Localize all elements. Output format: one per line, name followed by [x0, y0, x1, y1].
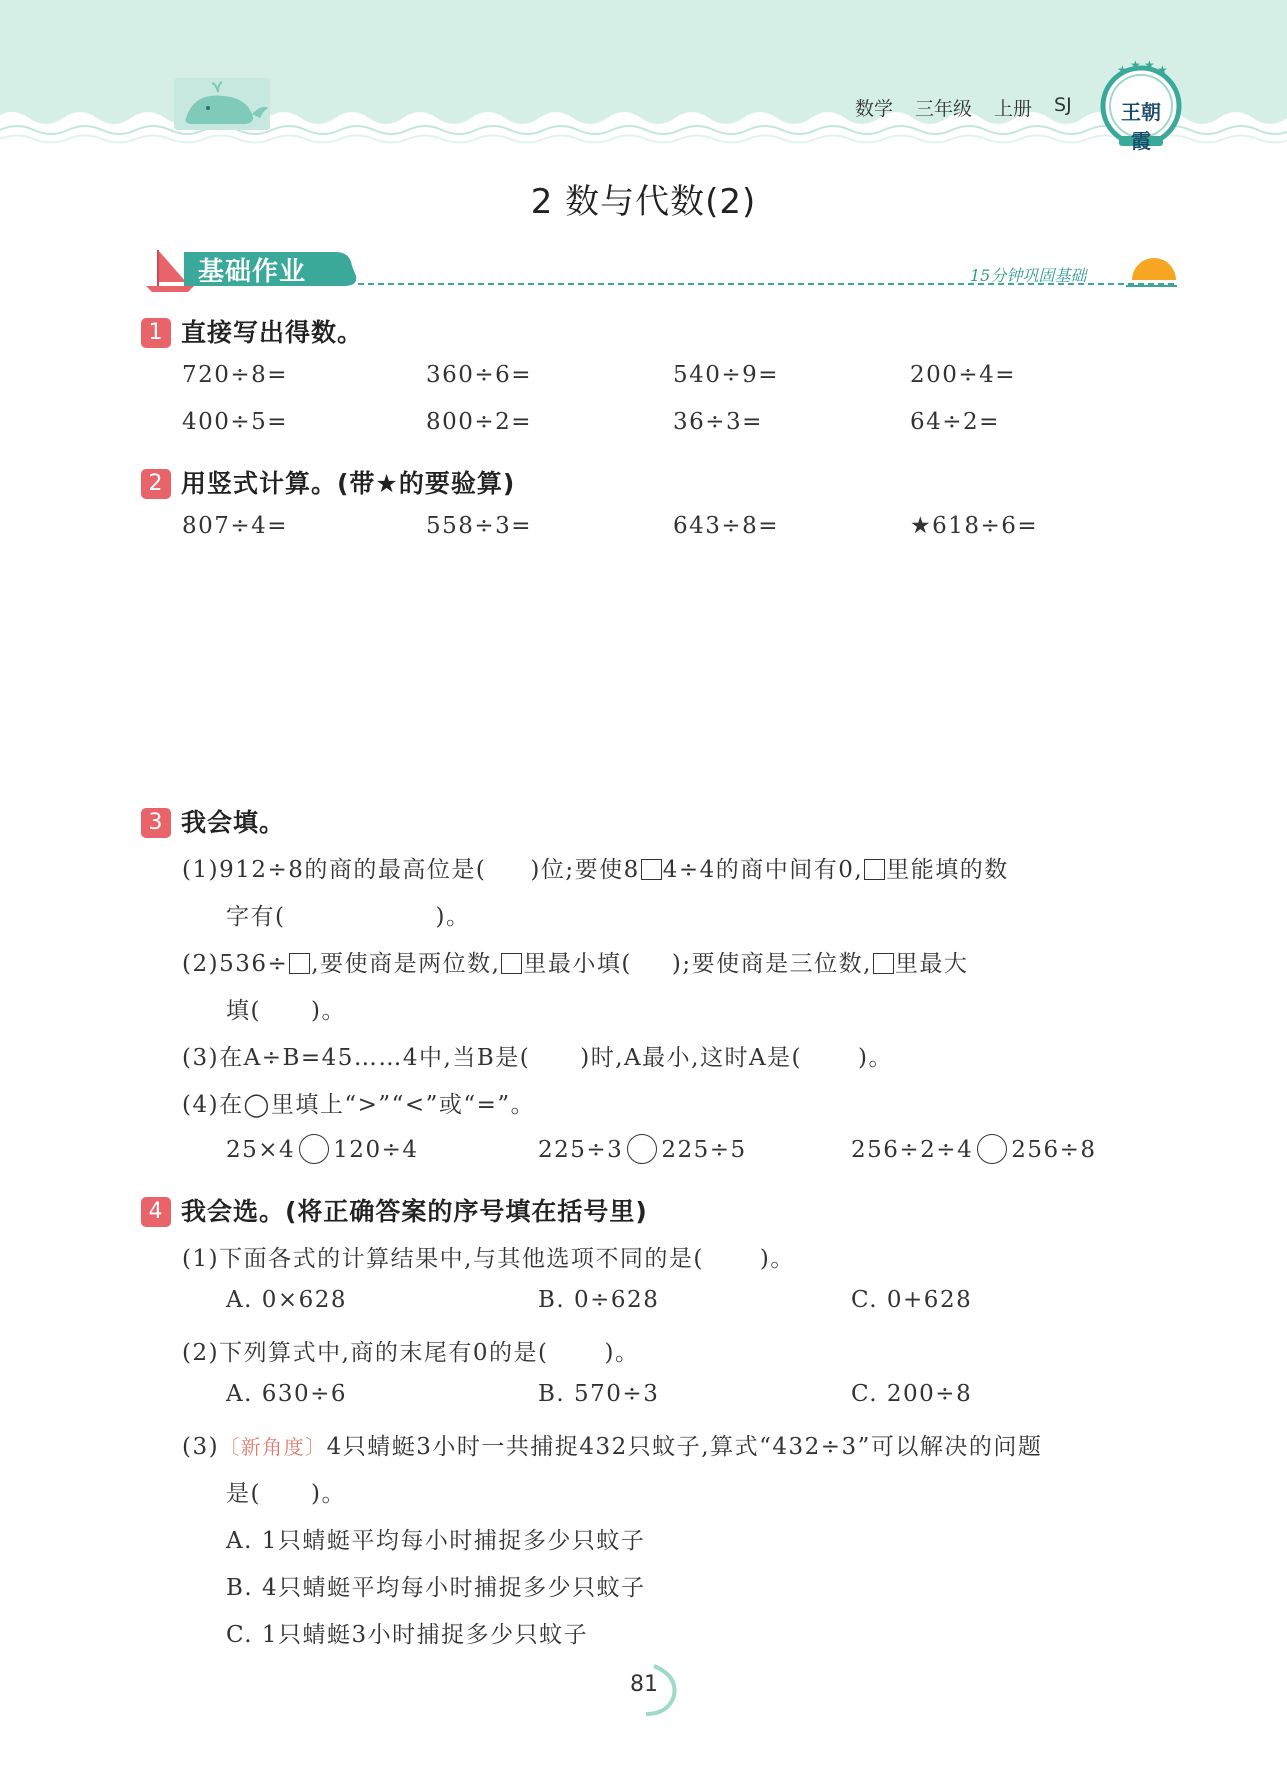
cmp-right: 256÷8 [1011, 1137, 1097, 1163]
q4-text: )。 [604, 1340, 640, 1366]
brand-name: 王朝霞 [1121, 100, 1161, 153]
question-2-text: 用竖式计算。(带★的要验算) [181, 469, 516, 498]
option-c: C. 0+628 [851, 1287, 973, 1313]
q3-text: (1)912÷8的商的最高位是( [182, 857, 487, 883]
new-angle-tag: 〔新角度〕 [219, 1435, 327, 1459]
q4-sub-3-cont [226, 1475, 346, 1508]
q3-text: 字有( [226, 904, 286, 930]
q4-sub-1 [182, 1240, 795, 1273]
q3-text: );要使商是三位数, [671, 951, 872, 977]
q4-sub-2 [182, 1334, 639, 1367]
blank-box [641, 859, 662, 880]
option-c: C. 1只蜻蜓3小时捕捉多少只蚊子 [226, 1622, 589, 1648]
comparison-item [851, 1134, 1097, 1164]
q3-text: 填( [226, 998, 261, 1024]
question-1-heading [141, 313, 363, 349]
q3-part-1 [182, 851, 1009, 884]
whale-icon [172, 74, 272, 136]
q3-part-2-cont [226, 992, 346, 1025]
q4-text: )。 [759, 1246, 795, 1272]
q4-text: (3) [182, 1434, 220, 1460]
q3-part-4: (4)在◯里填上“>”“<”或“=”。 [182, 1092, 536, 1118]
svg-text:★: ★ [1130, 60, 1141, 72]
comparison-item [538, 1134, 747, 1164]
q4-text: (2)下列算式中,商的末尾有0的是( [182, 1340, 549, 1366]
blank-box [289, 953, 310, 974]
q3-text: )。 [435, 904, 471, 930]
option-a: A. 1只蜻蜓平均每小时捕捉多少只蚊子 [226, 1528, 646, 1554]
q3-text: (2)536÷ [182, 951, 289, 977]
option-a: A. 0×628 [226, 1287, 348, 1313]
q4-text: 是( [226, 1481, 261, 1507]
cmp-left: 256÷2÷4 [851, 1137, 974, 1163]
q3-text: ,要使商是两位数, [311, 951, 501, 977]
q1-item: 64÷2= [910, 409, 1000, 435]
q4-sub-3 [182, 1428, 1042, 1461]
q4-text: 4只蜻蜓3小时一共捕捉432只蚊子,算式“432÷3”可以解决的问题 [326, 1434, 1043, 1460]
option-b: B. 0÷628 [538, 1287, 660, 1313]
cmp-right: 225÷5 [661, 1137, 747, 1163]
q3-part-1-cont [226, 898, 470, 931]
question-number: 2 [141, 469, 171, 499]
q1-item: 800÷2= [426, 409, 533, 435]
blank-box [501, 953, 522, 974]
q1-item: 200÷4= [910, 362, 1017, 388]
question-number: 4 [141, 1197, 171, 1227]
section-subtitle: 15分钟巩固基础 [970, 266, 1087, 285]
blank-box [873, 953, 894, 974]
q3-text: )。 [310, 998, 346, 1024]
q2-item: 807÷4= [182, 513, 289, 539]
cmp-right: 120÷4 [333, 1137, 419, 1163]
question-4-text: 我会选。(将正确答案的序号填在括号里) [181, 1197, 648, 1226]
question-3-heading [141, 803, 285, 839]
page-number: 81 [630, 1672, 658, 1697]
question-4-heading [141, 1192, 648, 1228]
q1-item: 720÷8= [182, 362, 289, 388]
q4-text: )。 [310, 1481, 346, 1507]
q2-item: ★618÷6= [910, 513, 1039, 539]
q4-text: (1)下面各式的计算结果中,与其他选项不同的是( [182, 1246, 704, 1272]
cmp-left: 25×4 [226, 1137, 296, 1163]
header-grade: 三年级 [915, 98, 973, 120]
q3-text: )时,A最小,这时A是( [580, 1045, 803, 1071]
q3-text: )。 [858, 1045, 894, 1071]
q3-text: 里最小填( [523, 951, 632, 977]
question-3-text: 我会填。 [181, 808, 286, 837]
svg-text:★: ★ [1144, 60, 1155, 72]
comparison-item [226, 1134, 418, 1164]
q1-item: 36÷3= [673, 409, 763, 435]
compare-circle[interactable] [627, 1134, 657, 1164]
q3-part-2 [182, 945, 968, 978]
option-b: B. 570÷3 [538, 1381, 660, 1407]
header-subject: 数学 [855, 98, 894, 120]
q3-text: 4÷4的商中间有0, [662, 857, 864, 883]
blank-box [864, 859, 885, 880]
q3-text: 里最大 [894, 951, 969, 977]
question-number: 1 [141, 318, 171, 348]
header-volume: 上册 [994, 98, 1033, 120]
q3-text: 里能填的数 [886, 857, 1009, 883]
q3-text: )位;要使8 [530, 857, 640, 883]
q3-text: (3)在A÷B=45……4中,当B是( [182, 1045, 531, 1071]
compare-circle[interactable] [977, 1134, 1007, 1164]
q1-item: 540÷9= [673, 362, 780, 388]
question-2-heading [141, 464, 515, 500]
header-edition: SJ [1054, 94, 1072, 116]
svg-text:★: ★ [1117, 63, 1128, 77]
header-meta [855, 94, 1072, 121]
compare-circle[interactable] [299, 1134, 329, 1164]
question-1-text: 直接写出得数。 [181, 318, 364, 347]
option-a: A. 630÷6 [226, 1381, 348, 1407]
svg-text:★: ★ [1157, 63, 1168, 77]
cmp-left: 225÷3 [538, 1137, 624, 1163]
q1-item: 360÷6= [426, 362, 533, 388]
q3-part-3 [182, 1039, 893, 1072]
q1-item: 400÷5= [182, 409, 289, 435]
option-b: B. 4只蜻蜓平均每小时捕捉多少只蚊子 [226, 1575, 646, 1601]
question-number: 3 [141, 808, 171, 838]
q2-item: 643÷8= [673, 513, 780, 539]
page-title: 2 数与代数(2) [530, 182, 757, 222]
section-label: 基础作业 [198, 257, 307, 287]
q2-item: 558÷3= [426, 513, 533, 539]
option-c: C. 200÷8 [851, 1381, 973, 1407]
